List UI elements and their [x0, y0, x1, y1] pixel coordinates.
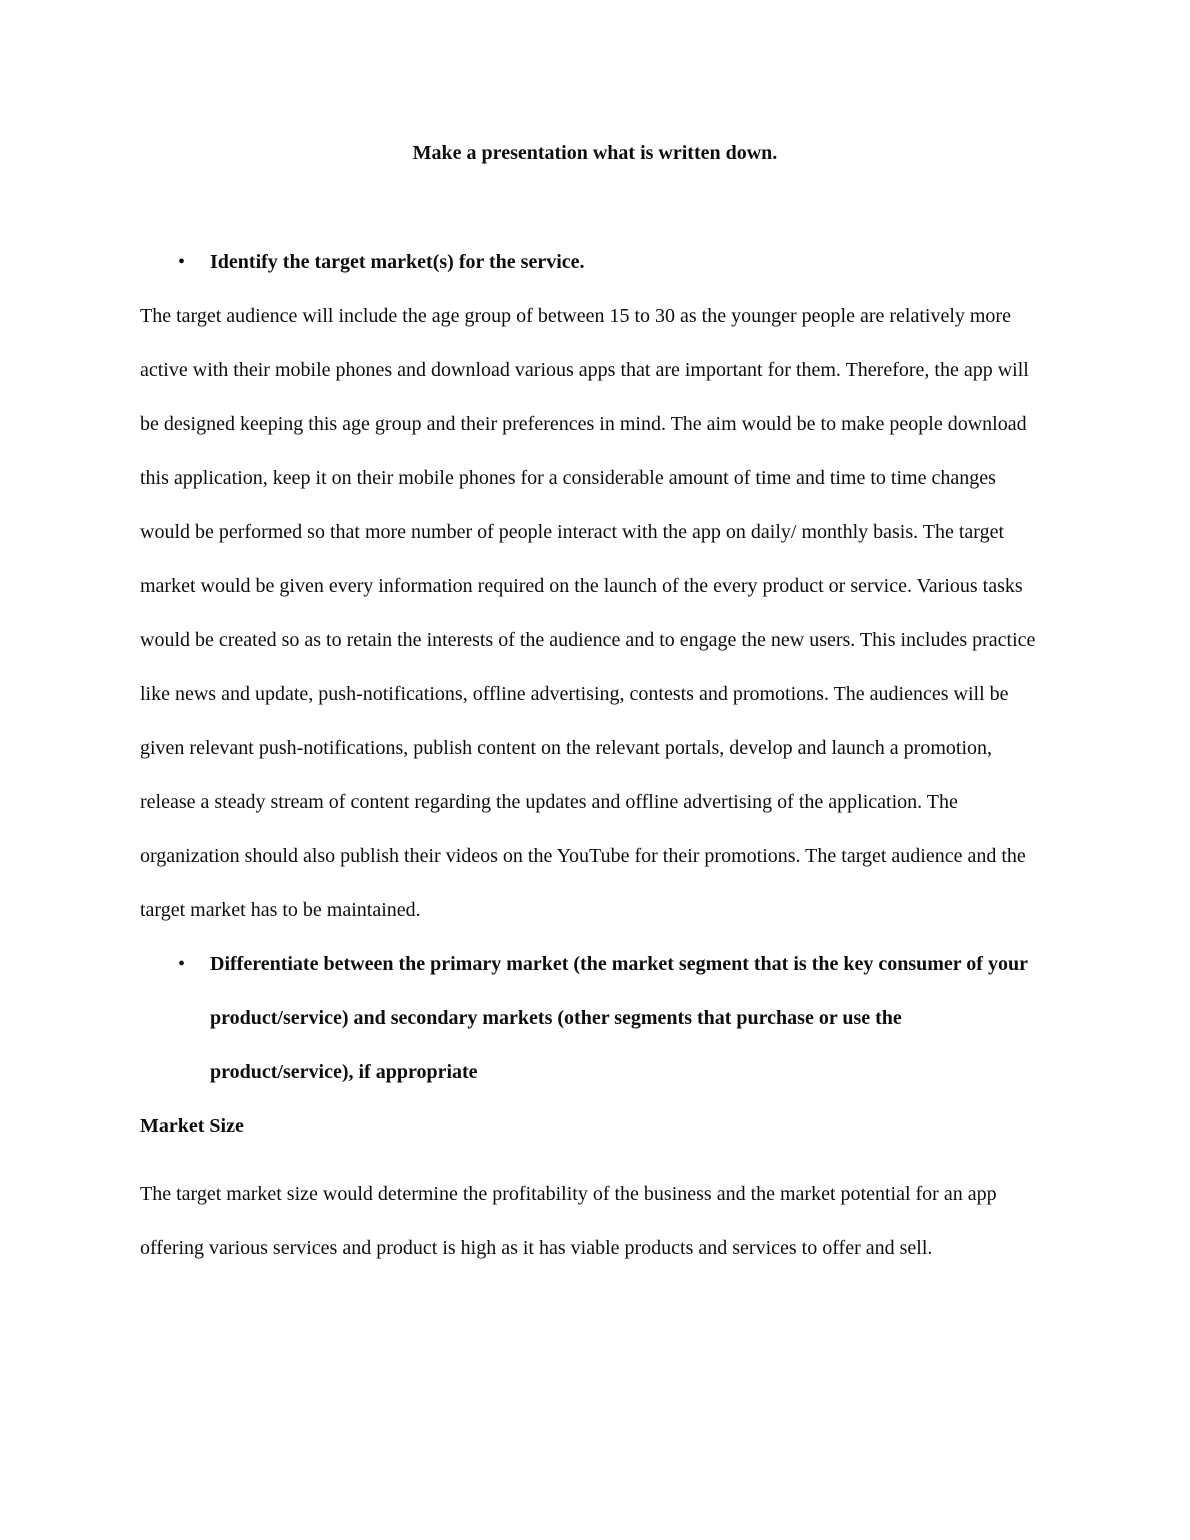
section-heading-market-size: Market Size — [140, 1115, 244, 1137]
bullet-icon: • — [178, 953, 186, 975]
bullet-item-differentiate-markets — [140, 937, 1050, 1099]
body-paragraph-target-audience: The target audience will include the age group of between 15 to 30 as the younger people are relatively more active with their mobile phones and download various apps that are important for them. Therefore, the app will be designed keeping this age group and their preferences in mind. The aim would be to make people download this application, keep it on their mobile phones for a considerable amount of time and time to time changes would be performed so that more number of people interact with the app on daily/ monthly basis. The target market would be given every information required on the launch of the every product or service. Various tasks would be created so as to retain the interests of the audience and to engage the new users. This includes practice like news and update, push-notifications, offline advertising, contests and promotions. The audiences will be given relevant push-notifications, publish content on the relevant portals, develop and launch a promotion, release a steady stream of content regarding the updates and offline advertising of the application. The organization should also publish their videos on the YouTube for their promotions. The target audience and the target market has to be maintained. — [140, 305, 1036, 921]
bullet-item-identify-target-market — [140, 235, 1050, 289]
bullet-text-differentiate-markets: Differentiate between the primary market (the market segment that is the key consumer of your product/service) and secondary markets (other segments that purchase or use the product/service), if appropriate — [210, 953, 1028, 1083]
body-paragraph-market-size: The target market size would determine the profitability of the business and the market potential for an app offering various services and product is high as it has viable products and services to offer and sell. — [140, 1183, 997, 1259]
bullet-icon: • — [178, 251, 186, 273]
bullet-text-identify-target-market: Identify the target market(s) for the service. — [210, 251, 585, 273]
document-title: Make a presentation what is written down. — [412, 142, 778, 164]
